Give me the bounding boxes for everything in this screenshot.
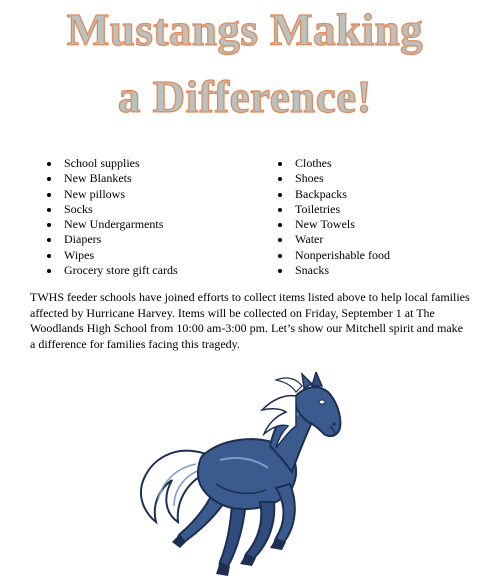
list-item: Grocery store gift cards: [46, 263, 178, 278]
list-item: Wipes: [46, 248, 178, 263]
list-item: Diapers: [46, 232, 178, 247]
list-item: Nonperishable food: [277, 248, 390, 263]
list-item: Snacks: [277, 263, 390, 278]
list-item: New Blankets: [46, 171, 178, 186]
title-line-2: a Difference!: [117, 72, 373, 122]
event-description: TWHS feeder schools have joined efforts to collect items listed above to help local families affected by Hurricane Harvey. Items will be collected on Friday, September 1 at The Woodlands High School from 10:00 am-3:00 pm. Let’s show our Mitchell spirit and make a difference for families facing this tragedy.: [30, 290, 470, 351]
title-line-1: Mustangs Making: [66, 5, 424, 55]
list-item: New pillows: [46, 187, 178, 202]
list-item: Socks: [46, 202, 178, 217]
list-item: Water: [277, 232, 390, 247]
list-item: New Undergarments: [46, 217, 178, 232]
list-item: Shoes: [277, 171, 390, 186]
list-item: School supplies: [46, 156, 178, 171]
donation-list-left: [46, 156, 178, 278]
list-item: Toiletries: [277, 202, 390, 217]
list-item: Clothes: [277, 156, 390, 171]
donation-list-right: [277, 156, 390, 278]
mustang-horse-icon: [136, 372, 346, 580]
list-item: Backpacks: [277, 187, 390, 202]
list-item: New Towels: [277, 217, 390, 232]
